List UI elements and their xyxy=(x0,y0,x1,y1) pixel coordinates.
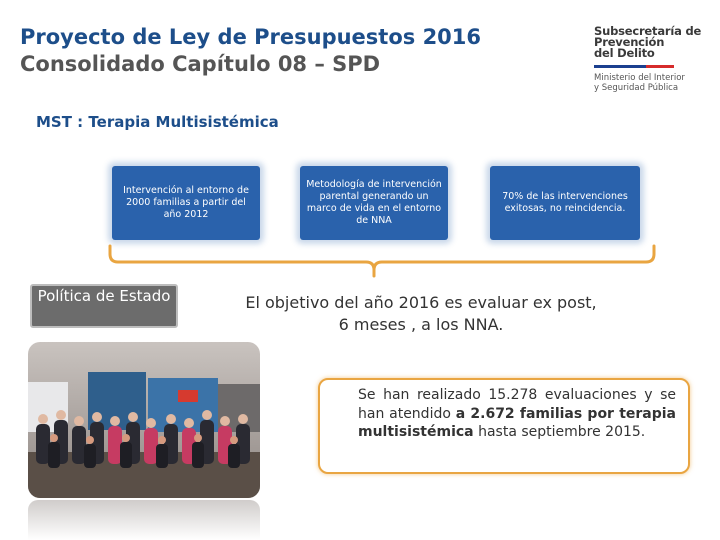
info-box-success-rate xyxy=(490,166,640,240)
highlight-callout xyxy=(318,378,690,474)
logo-flag-bar xyxy=(594,65,674,68)
objective-line-2: 6 meses , a los NNA. xyxy=(338,315,504,334)
section-title: MST : Terapia Multisistémica xyxy=(36,113,279,131)
logo-ministry-line-1: Ministerio del Interior xyxy=(594,73,685,83)
info-box-methodology xyxy=(300,166,448,240)
policy-badge: Política de Estado xyxy=(30,284,178,328)
title-line-2: Consolidado Capítulo 08 – SPD xyxy=(20,52,381,76)
spd-logo xyxy=(594,26,714,93)
callout-text-part-2: hasta septiembre 2015. xyxy=(473,424,646,440)
objective-text xyxy=(196,292,646,336)
callout-text-bold: a 2.672 familias por terapia multisistémica xyxy=(358,405,676,440)
photo-reflection xyxy=(28,500,260,540)
group-photo xyxy=(28,342,260,498)
info-box-success-rate-text: 70% de las intervenciones exitosas, no reincidencia. xyxy=(502,191,628,214)
callout-text xyxy=(358,386,676,442)
info-box-intervention xyxy=(112,166,260,240)
logo-org-line-1: Subsecretaría de xyxy=(594,24,702,38)
logo-org-line-2: Prevención xyxy=(594,35,665,49)
title-line-1: Proyecto de Ley de Presupuestos 2016 xyxy=(20,25,482,49)
logo-flag-red xyxy=(646,65,674,68)
bracket-connector xyxy=(104,244,664,278)
slide-title xyxy=(20,24,481,78)
objective-line-1: El objetivo del año 2016 es evaluar ex post, xyxy=(245,293,597,312)
logo-ministry-line-2: y Seguridad Pública xyxy=(594,83,679,93)
callout-text-part-1: Se han realizado 15.278 evaluaciones y se han atendido xyxy=(358,387,676,422)
info-box-methodology-text: Metodología de intervención parental generando un marco de vida en el entorno de NNA xyxy=(306,179,442,226)
info-box-intervention-text: Intervención al entorno de 2000 familias a partir del año 2012 xyxy=(123,185,249,220)
logo-org-line-3: del Delito xyxy=(594,46,655,60)
